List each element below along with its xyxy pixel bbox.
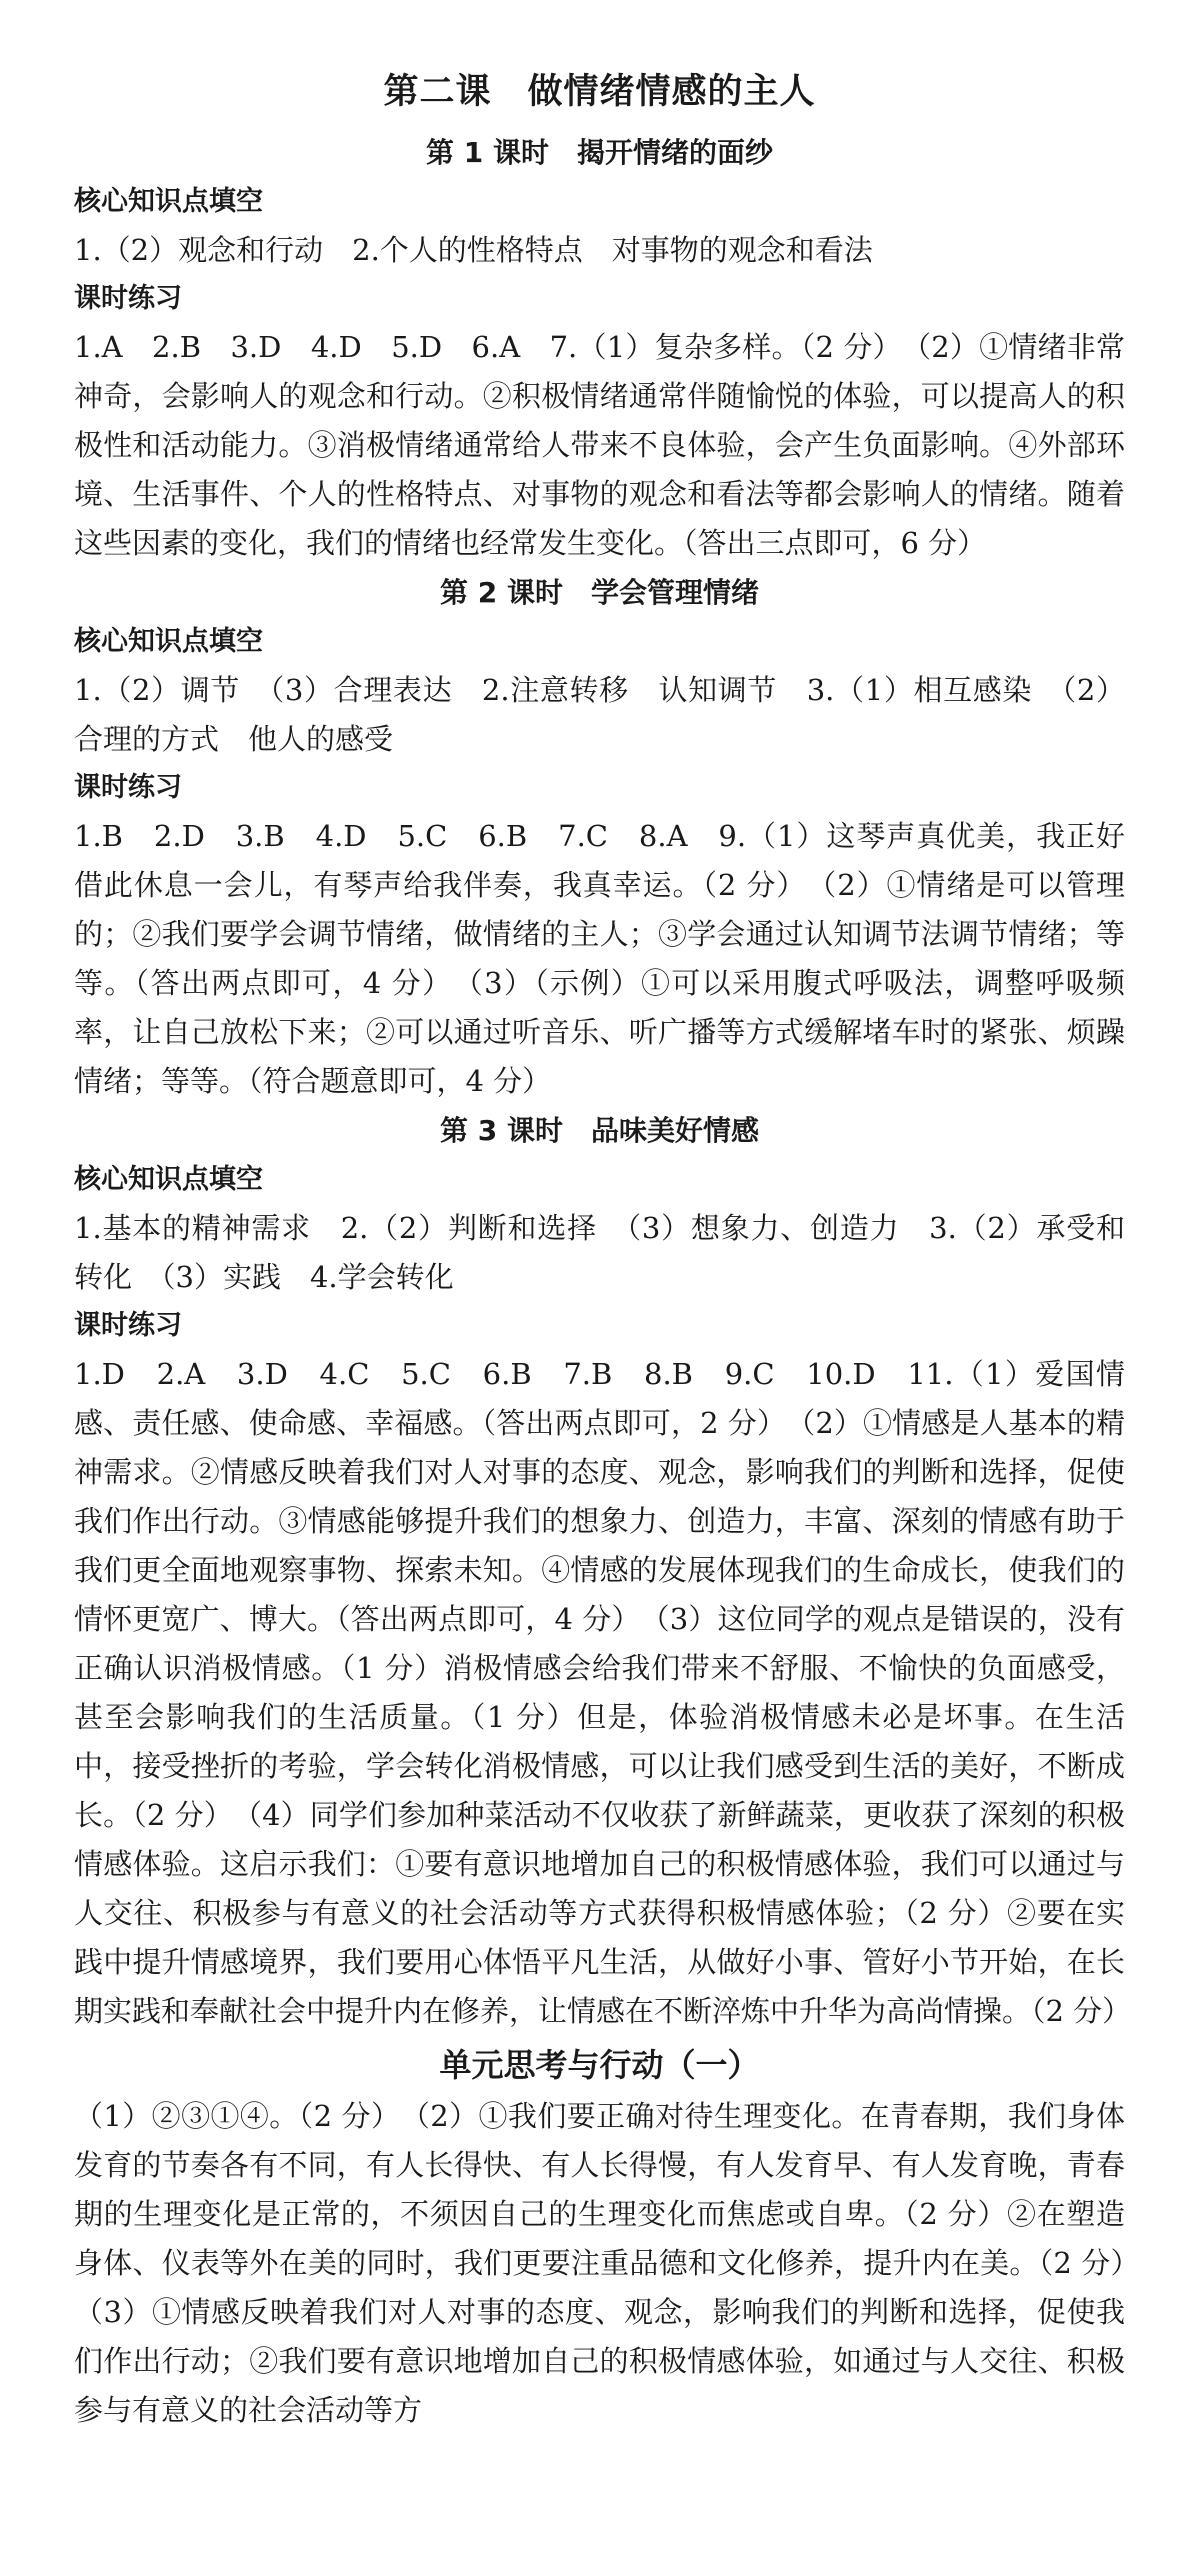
section-3-title: 第 3 课时 品味美好情感 xyxy=(440,1114,759,1147)
section-1-title: 第 1 课时 揭开情绪的面纱 xyxy=(426,136,773,169)
lesson-title: 第二课 做情绪情感的主人 xyxy=(383,72,816,112)
section-1-practice-answers: 1.A 2.B 3.D 4.D 5.D 6.A 7.（1）复杂多样。（2 分） （2）①情绪非常神奇，会影响人的观念和行动。②积极情绪通常伴随愉悦的体验，可以提高人的积极性和活动能力。③消极情绪通常给人带来不良体验，会产生负面影响。④外部环境、生活事件、个人的性格特点、对事物的观念和看法等都会影响人的情绪。随着这些因素的变化，我们的情绪也经常发生变化。（答出三点即可，6 分） xyxy=(74,330,1125,560)
section-3-practice-answers: 1.D 2.A 3.D 4.C 5.C 6.B 7.B 8.B 9.C 10.D 11.（1）爱国情感、责任感、使命感、幸福感。（答出两点即可，2 分） （2）①情感是人基本的精神需求。②情感反映着我们对人对事的态度、观念，影响我们的判断和选择，促使我们作出行动。③情感能够提升我们的想象力、创造力，丰富、深刻的情感有助于我们更全面地观察事物、探索未知。④情感的发展体现我们的生命成长，使我们的情怀更宽广、博大。（答出两点即可，4 分） （3）这位同学的观点是错误的，没有正确认识消极情感。（1 分）消极情感会给我们带来不舒服、不愉快的负面感受，甚至会影响我们的生活质量。（1 分）但是，体验消极情感未必是坏事。在生活中，接受挫折的考验，学会转化消极情感，可以让我们感受到生活的美好，不断成长。（2 分） （4）同学们参加种菜活动不仅收获了新鲜蔬菜，更收获了深刻的积极情感体验。这启示我们：①要有意识地增加自己的积极情感体验，我们可以通过与人交往、积极参与有意义的社会活动等方式获得积极情感体验；（2 分）②要在实践中提升情感境界，我们要用心体悟平凡生活，从做好小事、管好小节开始，在长期实践和奉献社会中提升内在修养，让情感在不断淬炼中升华为高尚情操。（2 分） xyxy=(74,1357,1132,2028)
section-2-knowledge-heading: 核心知识点填空 xyxy=(74,626,263,657)
unit-review-title: 单元思考与行动（一） xyxy=(439,2046,760,2084)
section-1-knowledge-heading: 核心知识点填空 xyxy=(74,186,263,217)
section-2-practice-heading: 课时练习 xyxy=(74,772,182,803)
section-1-knowledge-answers: 1.（2）观念和行动 2.个人的性格特点 对事物的观念和看法 xyxy=(74,233,873,267)
unit-review-answers: （1）②③①④。（2 分） （2）①我们要正确对待生理变化。在青春期，我们身体发育的节奏各有不同，有人长得快、有人长得慢，有人发育早、有人发育晚，青春期的生理变化是正常的，不须因自己的生理变化而焦虑或自卑。（2 分）②在塑造身体、仪表等外在美的同时，我们更要注重品德和文化修养，提升内在美。（2 分） （3）①情感反映着我们对人对事的态度、观念，影响我们的判断和选择，促使我们作出行动；②我们要有意识地增加自己的积极情感体验，如通过与人交往、积极参与有意义的社会活动等方 xyxy=(74,2099,1155,2427)
section-2-knowledge-answers: 1.（2）调节 （3）合理表达 2.注意转移 认知调节 3.（1）相互感染 （2）合理的方式 他人的感受 xyxy=(74,673,1125,756)
section-3-knowledge-answers: 1.基本的精神需求 2.（2）判断和选择 （3）想象力、创造力 3.（2）承受和转化 （3）实践 4.学会转化 xyxy=(74,1211,1125,1294)
section-1-practice-heading: 课时练习 xyxy=(74,283,182,314)
section-3-knowledge-heading: 核心知识点填空 xyxy=(74,1164,263,1195)
section-3-practice-heading: 课时练习 xyxy=(74,1310,182,1341)
section-2-practice-answers: 1.B 2.D 3.B 4.D 5.C 6.B 7.C 8.A 9.（1）这琴声真优美，我正好借此休息一会儿，有琴声给我伴奏，我真幸运。（2 分） （2）①情绪是可以管理的；②我们要学会调节情绪，做情绪的主人；③学会通过认知调节法调节情绪；等等。（答出两点即可，4 分） （3）（示例）①可以采用腹式呼吸法，调整呼吸频率，让自己放松下来；②可以通过听音乐、听广播等方式缓解堵车时的紧张、烦躁情绪；等等。（符合题意即可，4 分） xyxy=(74,819,1125,1098)
section-2-title: 第 2 课时 学会管理情绪 xyxy=(440,576,759,609)
